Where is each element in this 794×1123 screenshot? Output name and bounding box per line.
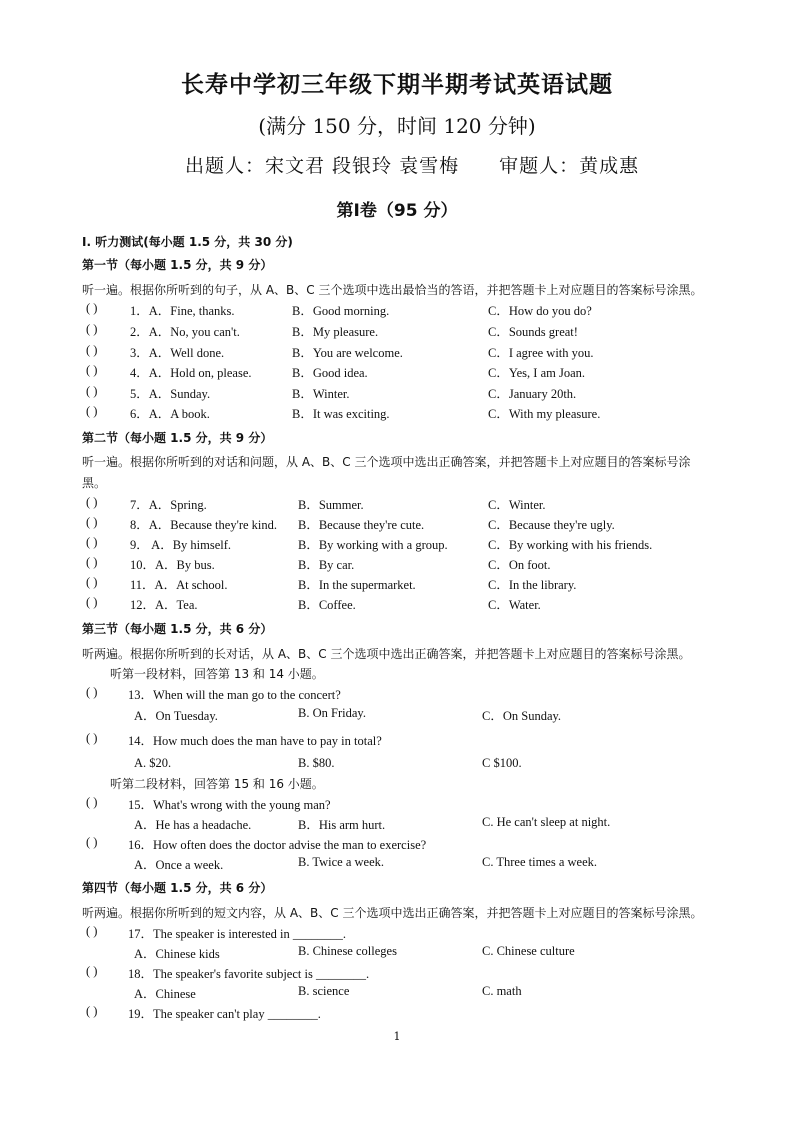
option-b: B．His arm hurt. [298, 818, 386, 832]
option-b: B．Because they're cute. [298, 518, 425, 532]
option-c: C．How do you do? [488, 304, 592, 318]
answer-blank: ( ) [86, 835, 98, 849]
answer-blank: ( ) [86, 1004, 98, 1018]
option-c: C．In the library. [488, 578, 577, 592]
question-stem: 13．When will the man go to the concert? [128, 688, 341, 702]
question-stem: 14．How much does the man have to pay in total? [128, 734, 382, 748]
option-a: 9． A．By himself. [130, 538, 232, 552]
setter-names: 出题人：宋文君 段银玲 袁雪梅 [185, 155, 460, 177]
answer-blank: ( ) [86, 555, 98, 569]
option-b: B. Chinese colleges [298, 944, 397, 958]
answer-blank: ( ) [86, 731, 98, 745]
option-a: 3．A．Well done. [130, 346, 225, 360]
option-c: C $100. [482, 756, 522, 770]
option-c: C．Sounds great! [488, 325, 578, 339]
option-c: C．With my pleasure. [488, 407, 601, 421]
answer-blank: ( ) [86, 535, 98, 549]
option-b: B．Coffee. [298, 598, 356, 612]
answer-blank: ( ) [86, 964, 98, 978]
option-c: C．Because they're ugly. [488, 518, 615, 532]
option-a: A．Chinese [134, 987, 196, 1001]
answer-blank: ( ) [86, 301, 98, 315]
option-c: C．On Sunday. [482, 709, 562, 723]
question-stem: 17．The speaker is interested in ________. [128, 927, 347, 941]
question-stem: 15．What's wrong with the young man? [128, 798, 331, 812]
option-a: A．On Tuesday. [134, 709, 218, 723]
option-a: 10．A．By bus. [130, 558, 215, 572]
answer-blank: ( ) [86, 685, 98, 699]
option-c: C. math [482, 984, 522, 998]
part2-instruction-cont: 黑。 [82, 476, 107, 490]
option-a: 11．A．At school. [130, 578, 228, 592]
option-c: C．Yes, I am Joan. [488, 366, 585, 380]
option-b: B. Twice a week. [298, 855, 385, 869]
option-a: 1．A．Fine, thanks. [130, 304, 235, 318]
answer-blank: ( ) [86, 343, 98, 357]
answer-blank: ( ) [86, 384, 98, 398]
option-b: B．You are welcome. [292, 346, 403, 360]
option-b: B．It was exciting. [292, 407, 390, 421]
question-stem: 19．The speaker can't play ________. [128, 1007, 321, 1021]
option-a: A．Chinese kids [134, 947, 220, 961]
option-a: 5．A．Sunday. [130, 387, 211, 401]
option-b: B．Summer. [298, 498, 364, 512]
option-b: B．By car. [298, 558, 355, 572]
option-b: B. science [298, 984, 350, 998]
option-c: C．January 20th. [488, 387, 577, 401]
option-b: B. $80. [298, 756, 335, 770]
answer-blank: ( ) [86, 575, 98, 589]
option-b: B．By working with a group. [298, 538, 448, 552]
option-c: C．By working with his friends. [488, 538, 653, 552]
exam-authors [185, 151, 639, 178]
option-b: B. On Friday. [298, 706, 366, 720]
question-stem: 16．How often does the doctor advise the man to exercise? [128, 838, 427, 852]
part1-instruction: 听一遍。根据你所听到的句子，从 A、B、C 三个选项中选出最恰当的答语，并把答题卡上对应题目的答案标号涂黑。 [82, 283, 703, 297]
option-b: B．My pleasure. [292, 325, 379, 339]
part4-instruction: 听两遍。根据你所听到的短文内容，从 A、B、C 三个选项中选出正确答案，并把答题卡上对应题目的答案标号涂黑。 [82, 906, 703, 920]
option-c: C．On foot. [488, 558, 551, 572]
option-a: 2．A．No, you can't. [130, 325, 240, 339]
answer-blank: ( ) [86, 495, 98, 509]
option-c: C. Chinese culture [482, 944, 575, 958]
option-c: C．Winter. [488, 498, 546, 512]
option-c: C．I agree with you. [488, 346, 594, 360]
option-a: 6．A．A book. [130, 407, 210, 421]
part3-material1: 听第一段材料，回答第 13 和 14 小题。 [110, 667, 324, 681]
answer-blank: ( ) [86, 595, 98, 609]
option-a: 4．A．Hold on, please. [130, 366, 252, 380]
option-a: 7．A．Spring. [130, 498, 207, 512]
option-c: C．Water. [488, 598, 541, 612]
option-a: A．He has a headache. [134, 818, 252, 832]
part3-material2: 听第二段材料，回答第 15 和 16 小题。 [110, 777, 324, 791]
part4-heading: 第四节（每小题 1.5 分，共 6 分） [82, 881, 273, 895]
answer-blank: ( ) [86, 363, 98, 377]
exam-title: 长寿中学初三年级下期半期考试英语试题 [181, 72, 613, 98]
reviewer-name: 审题人：黄成惠 [499, 155, 640, 177]
option-b: B．In the supermarket. [298, 578, 416, 592]
answer-blank: ( ) [86, 515, 98, 529]
part2-instruction: 听一遍。根据你所听到的对话和问题，从 A、B、C 三个选项中选出正确答案，并把答题卡上对应题目的答案标号涂 [82, 455, 691, 469]
part1-heading: 第一节（每小题 1.5 分，共 9 分） [82, 258, 273, 272]
option-a: A. $20. [134, 756, 172, 770]
option-b: B．Good morning. [292, 304, 390, 318]
section-heading-listening: I. 听力测试(每小题 1.5 分，共 30 分) [82, 235, 293, 249]
part2-heading: 第二节（每小题 1.5 分，共 9 分） [82, 431, 273, 445]
option-c: C. Three times a week. [482, 855, 598, 869]
part3-instruction: 听两遍。根据你所听到的长对话，从 A、B、C 三个选项中选出正确答案，并把答题卡上对应题目的答案标号涂黑。 [82, 647, 691, 661]
answer-blank: ( ) [86, 795, 98, 809]
part3-heading: 第三节（每小题 1.5 分，共 6 分） [82, 622, 273, 636]
exam-subtitle: (满分 150 分，时间 120 分钟) [258, 114, 536, 138]
option-a: A．Once a week. [134, 858, 224, 872]
question-stem: 18．The speaker's favorite subject is ________. [128, 967, 370, 981]
option-a: 8．A．Because they're kind. [130, 518, 278, 532]
answer-blank: ( ) [86, 404, 98, 418]
answer-blank: ( ) [86, 924, 98, 938]
answer-blank: ( ) [86, 322, 98, 336]
option-b: B．Winter. [292, 387, 350, 401]
part-one-title: 第Ⅰ卷（95 分） [336, 201, 458, 221]
page-number: 1 [393, 1030, 401, 1043]
option-c: C. He can't sleep at night. [482, 815, 611, 829]
option-b: B．Good idea. [292, 366, 368, 380]
option-a: 12．A．Tea. [130, 598, 198, 612]
